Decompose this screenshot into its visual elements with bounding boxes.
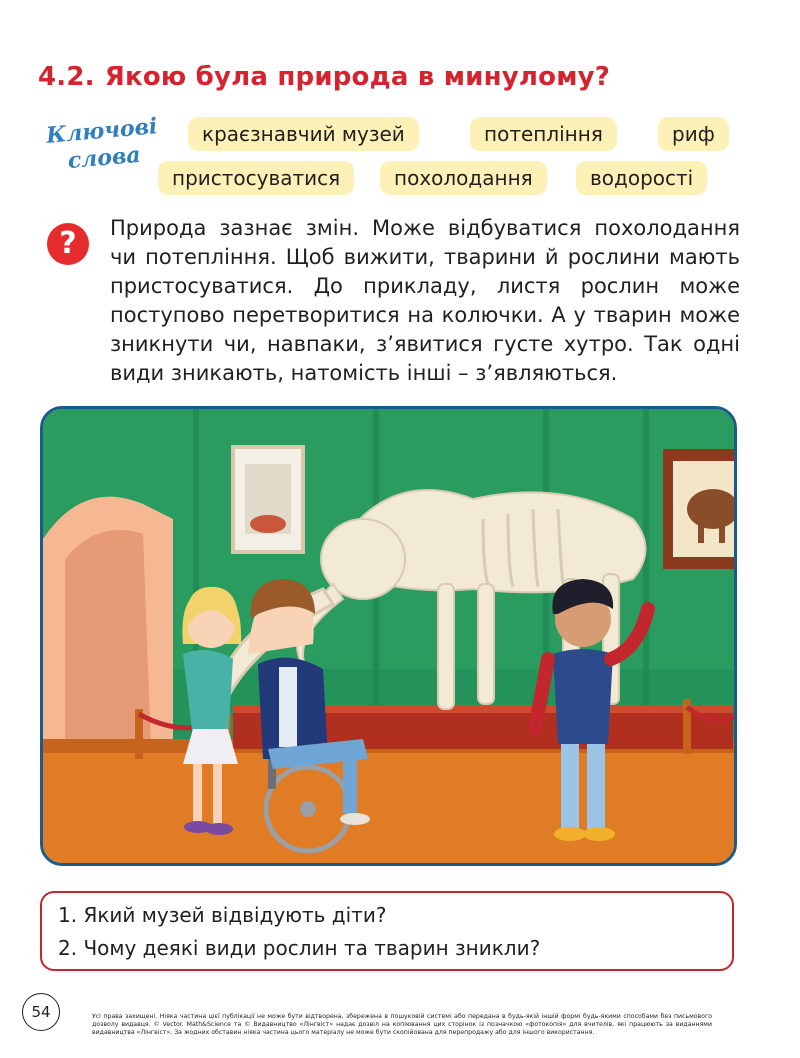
keyword-chip: краєзнавчий музей: [188, 117, 419, 151]
keyword-chip: похолодання: [380, 161, 547, 195]
keywords-heading: [36, 112, 170, 177]
keyword-chip: риф: [658, 117, 729, 151]
keyword-chip: потепління: [470, 117, 617, 151]
lesson-title-text: Якою була природа в минулому?: [104, 62, 611, 92]
page-number: 54: [22, 993, 60, 1031]
museum-illustration: [40, 406, 737, 866]
lesson-title: [38, 62, 610, 92]
keywords-heading-line2: слова: [66, 141, 142, 175]
keywords-heading-line1: Ключові: [45, 113, 159, 149]
keyword-chip: водорості: [576, 161, 707, 195]
question-item: 2. Чому деякі види рослин та тварин зникли?: [58, 936, 541, 960]
keyword-chip: пристосуватися: [158, 161, 354, 195]
intro-paragraph: Природа зазнає змін. Може відбуватися похолодання чи потепління. Щоб вижити, тварини й рослини мають пристосуватися. До прикладу, листя рослин може поступово перетворитися на колючки. А у тварин може зникнути чи, навпаки, з’явитися густе хутро. Так одні види зникають, натомість інші – з’являються.: [110, 216, 740, 385]
lesson-number: 4.2.: [38, 62, 95, 92]
question-icon: ?: [47, 223, 89, 265]
question-item: 1. Який музей відвідують діти?: [58, 903, 387, 927]
questions-box: [40, 891, 734, 971]
museum-scene: [43, 409, 737, 866]
copyright-footer: Усі права захищені. Ніяка частина цієї публікації не може бути відтворена, збережена в пошуковій системі або передана в будь-якій іншій формі будь-якими способами без письмового дозволу видавця. © Vector. Math&Science та © Видавництво «Лінгвіст» надає дозвіл на копіювання цих сторінок із позначкою «фотокопія» для вчителів, які працюють за виданнями видавництва «Лінгвіст». За жодних обставин ніяка частина цього матеріалу не може бути скопійована для перепродажу або для іншого використання.: [92, 1013, 712, 1036]
